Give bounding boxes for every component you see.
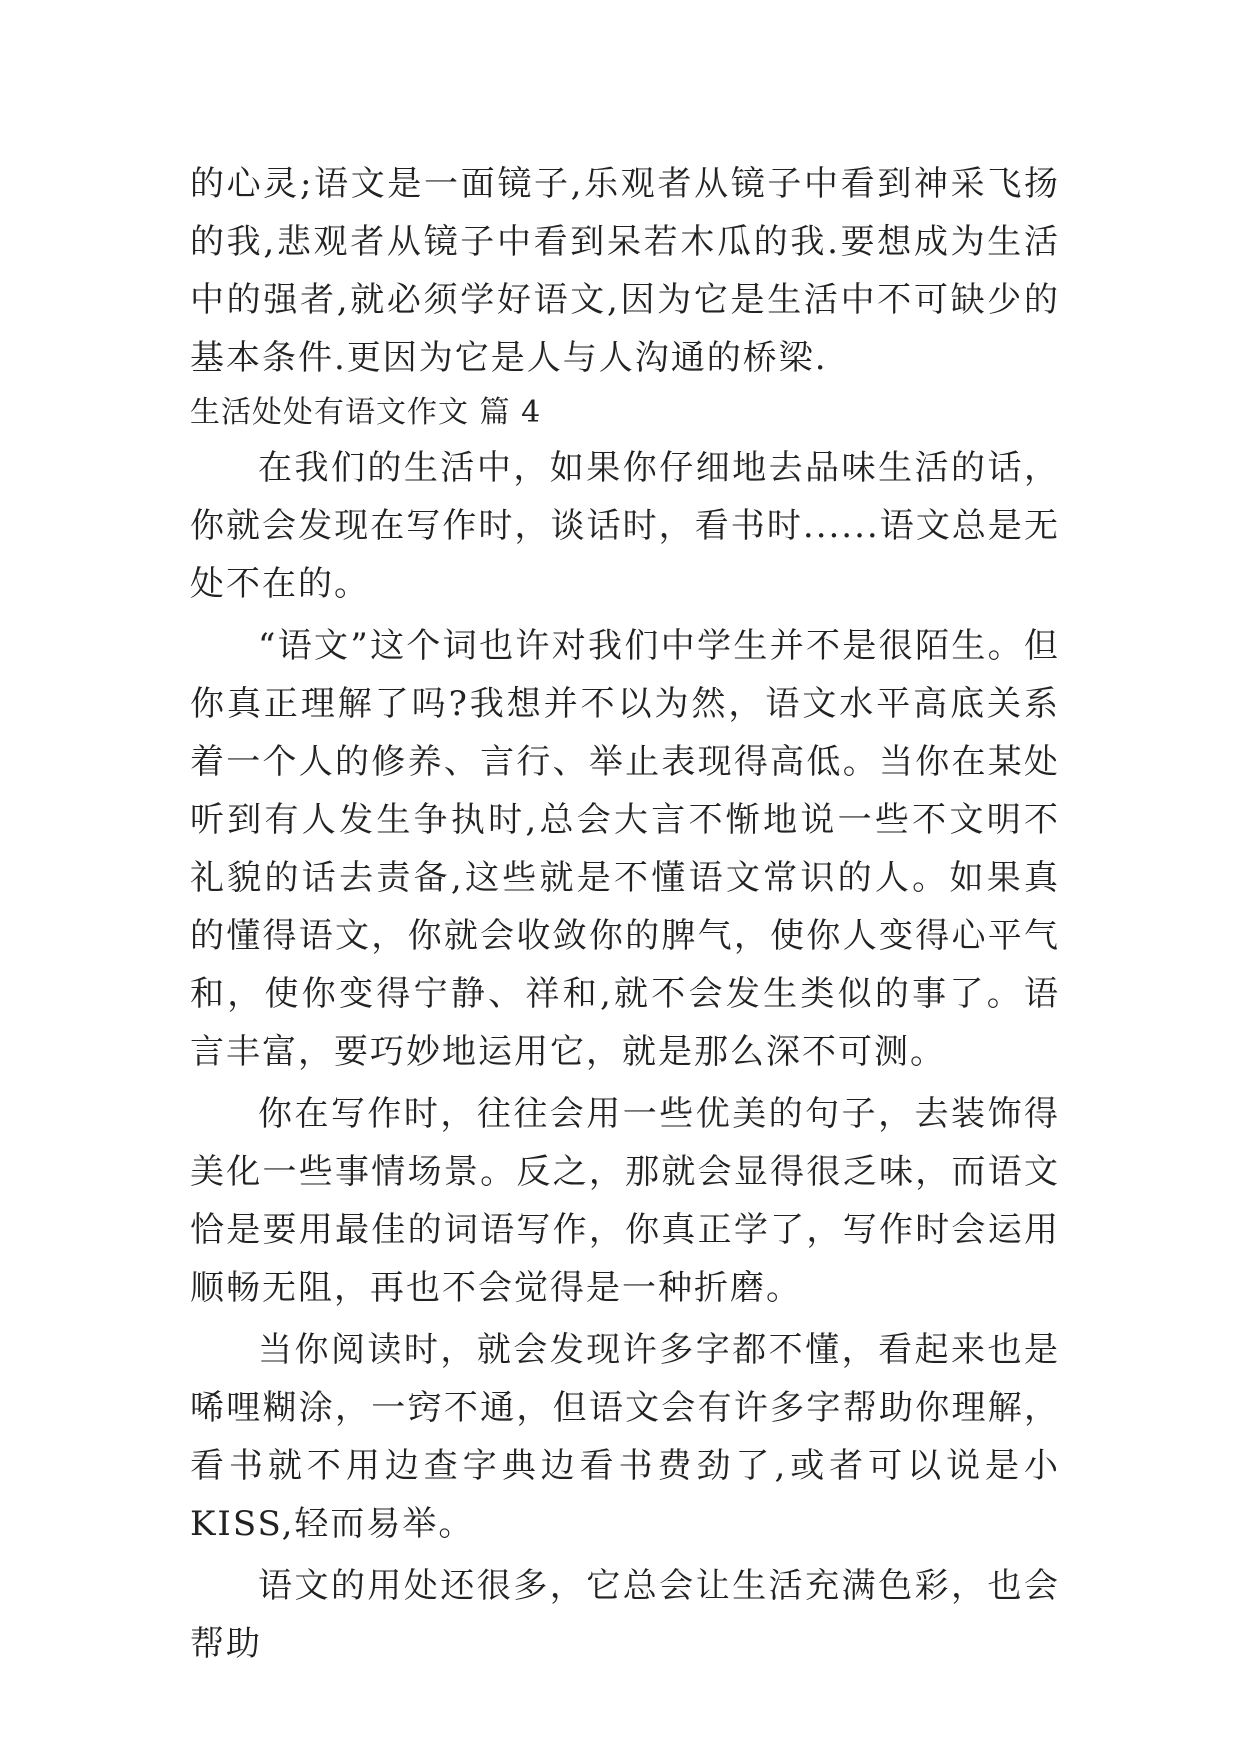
paragraph-continued: 的心灵;语文是一面镜子,乐观者从镜子中看到神采飞扬的我,悲观者从镜子中看到呆若木瓜的我.要想成为生活中的强者,就必须学好语文,因为它是生活中不可缺少的基本条件.更因为它是人与人沟通的桥梁. bbox=[190, 164, 1060, 378]
paragraph: 你在写作时，往往会用一些优美的句子，去装饰得美化一些事情场景。反之，那就会显得很乏味，而语文恰是要用最佳的词语写作，你真正学了，写作时会运用顺畅无阻，再也不会觉得是一种折磨。 bbox=[190, 1094, 1060, 1308]
paragraph: 当你阅读时，就会发现许多字都不懂，看起来也是唏哩糊涂，一窍不通，但语文会有许多字帮助你理解，看书就不用边查字典边看书费劲了,或者可以说是小 KISS,轻而易举。 bbox=[190, 1330, 1060, 1544]
document-body bbox=[190, 155, 1060, 1673]
paragraph: “语文”这个词也许对我们中学生并不是很陌生。但你真正理解了吗?我想并不以为然，语文水平高底关系着一个人的修养、言行、举止表现得高低。当你在某处听到有人发生争执时,总会大言不惭地说一些不文明不礼貌的话去责备,这些就是不懂语文常识的人。如果真的懂得语文，你就会收敛你的脾气，使你人变得心平气和，使你变得宁静、祥和,就不会发生类似的事了。语言丰富，要巧妙地运用它，就是那么深不可测。 bbox=[190, 626, 1060, 1072]
paragraph: 语文的用处还很多，它总会让生活充满色彩，也会帮助 bbox=[190, 1566, 1060, 1664]
section-heading: 生活处处有语文作文 篇 4 bbox=[190, 395, 542, 430]
paragraph: 在我们的生活中，如果你仔细地去品味生活的话，你就会发现在写作时，谈话时，看书时......语文总是无处不在的。 bbox=[190, 448, 1060, 604]
